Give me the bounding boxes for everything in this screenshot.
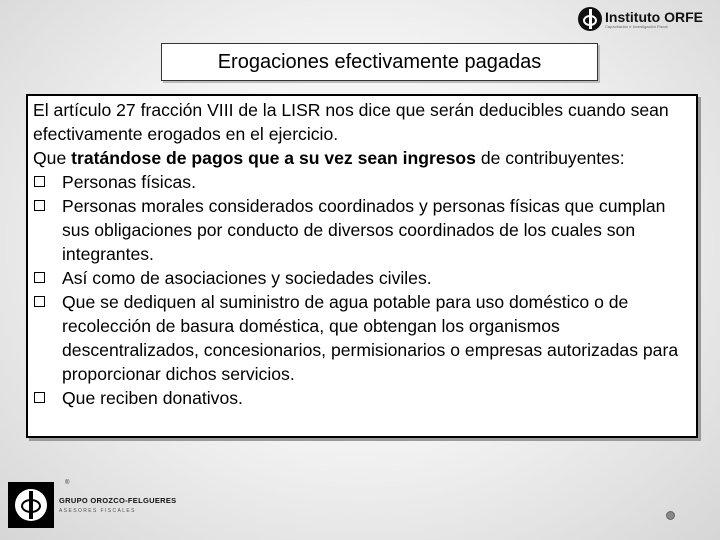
slide-nav-dot[interactable] [666, 511, 675, 520]
logo-tagline: Capacitación e Investigación Fiscal [605, 23, 668, 29]
checkbox-bullet-icon [34, 176, 45, 187]
registered-mark: ® [65, 480, 70, 486]
condition-prefix: Que [33, 148, 72, 168]
orozco-emblem-icon [8, 482, 54, 528]
list-item [33, 194, 690, 266]
list-item-text: Que se dediquen al suministro de agua potable para uso doméstico o de recolección de basura doméstica, que obtengan los organismos descentralizados, concesionarios, permisionarios o empresas autorizadas para proporcionar dichos servicios. [62, 292, 679, 384]
list-item-text: Personas físicas. [62, 172, 196, 192]
content-box [26, 94, 698, 438]
footer-logo-name: GRUPO OROZCO-FELGUERES [59, 496, 177, 505]
checkbox-bullet-icon [34, 296, 45, 307]
instituto-orfe-logo [578, 4, 712, 34]
slide-title: Erogaciones efectivamente pagadas [161, 43, 598, 81]
list-item-text: Personas morales considerados coordinados y personas físicas que cumplan sus obligaciones por conducto de diversos coordinados de los cuales son integrantes. [62, 196, 666, 264]
list-item [33, 266, 690, 290]
list-item [33, 170, 690, 194]
logo-name: Instituto ORFE [605, 8, 703, 25]
list-item-text: Así como de asociaciones y sociedades civiles. [62, 268, 432, 288]
condition-emphasis: tratándose de pagos que a su vez sean ingresos [71, 148, 476, 168]
footer-logo-tagline: ASESORES FISCALES [59, 508, 136, 514]
orfe-emblem-icon [578, 7, 602, 31]
bullet-list [33, 170, 690, 410]
checkbox-bullet-icon [34, 200, 45, 211]
intro-text: El artículo 27 fracción VIII de la LISR nos dice que serán deducibles cuando sean efectivamente erogados en el ejercicio. [33, 100, 669, 144]
list-item [33, 290, 690, 386]
list-item-text: Que reciben donativos. [62, 388, 243, 408]
list-item [33, 386, 690, 410]
condition-text [33, 146, 690, 170]
grupo-orozco-logo [8, 482, 180, 528]
checkbox-bullet-icon [34, 392, 45, 403]
condition-suffix: de contribuyentes: [475, 148, 625, 168]
checkbox-bullet-icon [34, 272, 45, 283]
